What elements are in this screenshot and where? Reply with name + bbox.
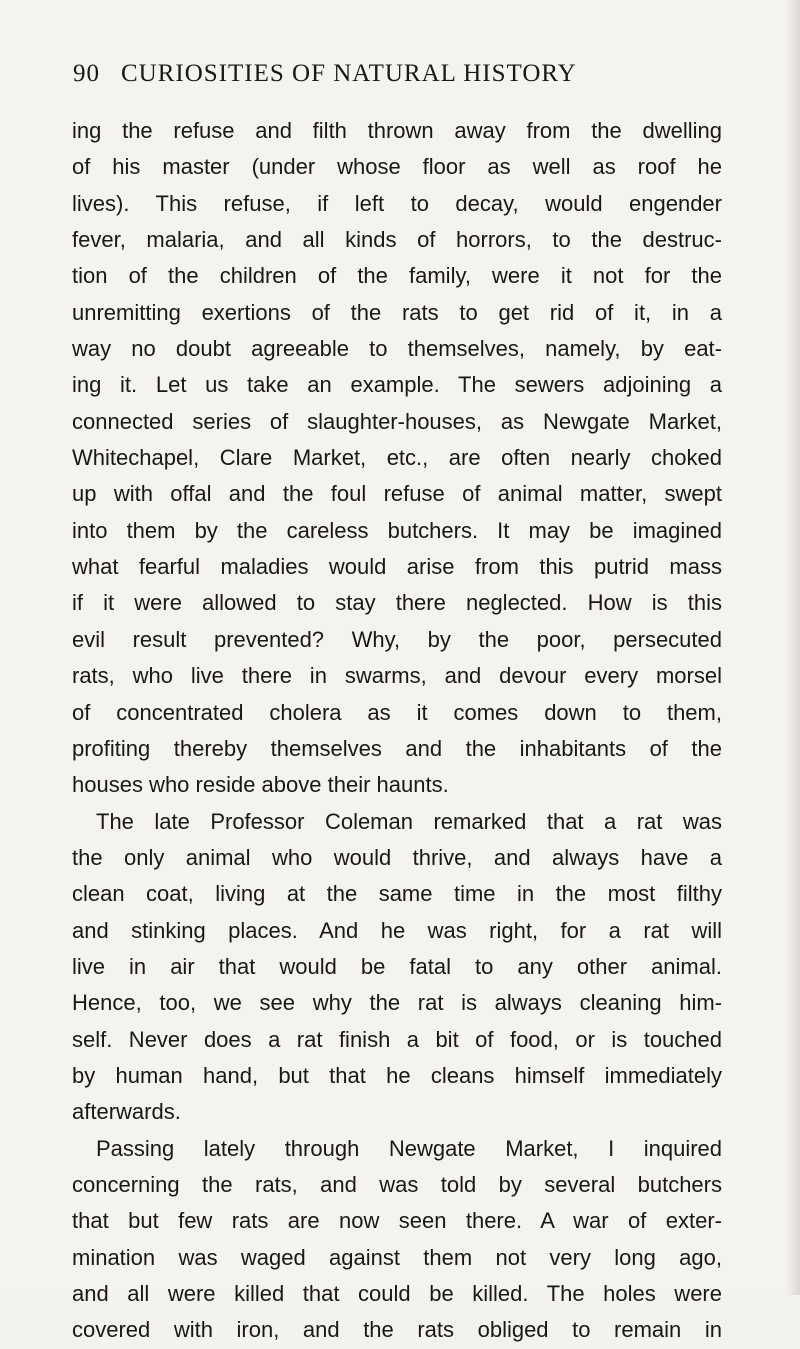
text-line: by human hand, but that he cleans himself immediately	[72, 1062, 722, 1088]
text-line: ing it. Let us take an example. The sewers adjoining a	[72, 372, 722, 398]
text-line: and all were killed that could be killed. The holes were	[72, 1281, 722, 1306]
running-title: CURIOSITIES OF NATURAL HISTORY	[121, 60, 577, 87]
text-line: of his master (under whose floor as well as roof he	[72, 154, 722, 180]
running-head	[73, 60, 733, 88]
text-line: that but few rats are now seen there. A war of exter-	[72, 1208, 722, 1234]
text-line: concerning the rats, and was told by several butchers	[72, 1171, 722, 1197]
text-line: houses who reside above their haunts.	[72, 772, 449, 798]
text-line: lives). This refuse, if left to decay, would engender	[72, 190, 722, 216]
text-line: live in air that would be fatal to any other animal.	[72, 953, 722, 979]
text-line: profiting thereby themselves and the inhabitants of the	[72, 735, 722, 761]
text-line: Hence, too, we see why the rat is always cleaning him-	[72, 990, 722, 1016]
text-line: afterwards.	[72, 1099, 181, 1125]
text-line: ing the refuse and filth thrown away from the dwelling	[72, 118, 722, 143]
text-line: if it were allowed to stay there neglected. How is this	[72, 590, 722, 616]
text-line: connected series of slaughter-houses, as Newgate Market,	[72, 408, 722, 434]
page-number: 90	[73, 60, 100, 87]
text-line: self. Never does a rat finish a bit of food, or is touched	[72, 1026, 722, 1052]
text-line: of concentrated cholera as it comes down to them,	[72, 699, 722, 725]
text-line: the only animal who would thrive, and always have a	[72, 844, 722, 870]
text-line: and stinking places. And he was right, for a rat will	[72, 917, 722, 943]
text-line: into them by the careless butchers. It may be imagined	[72, 517, 722, 543]
page-edge-shadow	[786, 0, 800, 1295]
text-line: up with offal and the foul refuse of animal matter, swept	[72, 481, 722, 507]
text-line: way no doubt agreeable to themselves, namely, by eat-	[72, 336, 722, 362]
text-line: what fearful maladies would arise from this putrid mass	[72, 554, 722, 580]
text-line: rats, who live there in swarms, and devour every morsel	[72, 663, 722, 689]
text-line: mination was waged against them not very long ago,	[72, 1244, 722, 1270]
text-line: fever, malaria, and all kinds of horrors, to the destruc-	[72, 227, 722, 253]
text-line: tion of the children of the family, were it not for the	[72, 263, 722, 289]
text-line: evil result prevented? Why, by the poor, persecuted	[72, 626, 722, 652]
body-text	[72, 113, 722, 1349]
text-line: Whitechapel, Clare Market, etc., are often nearly choked	[72, 445, 722, 471]
text-line: Passing lately through Newgate Market, I inquired	[96, 1135, 722, 1161]
text-line: unremitting exertions of the rats to get rid of it, in a	[72, 299, 722, 325]
text-line: clean coat, living at the same time in the most filthy	[72, 881, 722, 907]
text-line: The late Professor Coleman remarked that a rat was	[96, 808, 722, 834]
text-line: covered with iron, and the rats obliged to remain in	[72, 1317, 722, 1343]
